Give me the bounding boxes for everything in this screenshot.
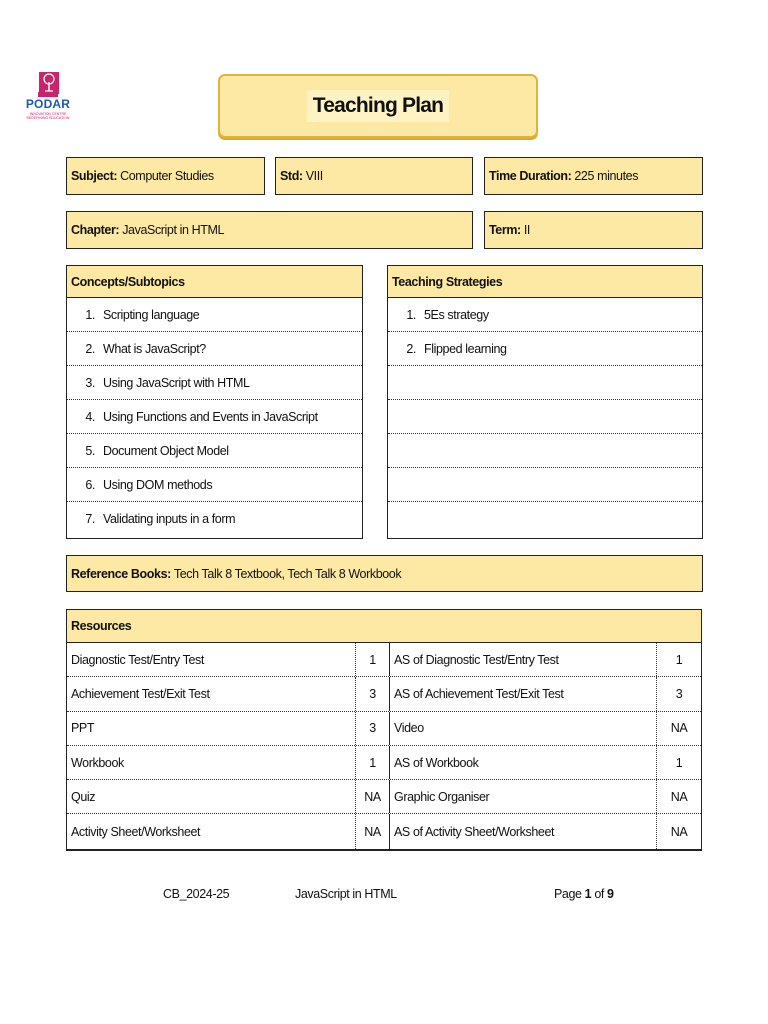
concept-text: Document Object Model — [103, 443, 229, 458]
resource-label: PPT — [71, 721, 95, 736]
resource-label: AS of Activity Sheet/Worksheet — [389, 814, 656, 848]
resource-label: AS of Achievement Test/Exit Test — [389, 677, 656, 710]
page-title: Teaching Plan — [307, 90, 449, 122]
resource-label: Graphic Organiser — [389, 780, 656, 813]
strategies-list — [388, 298, 702, 536]
tree-icon — [39, 72, 59, 94]
resources-table — [66, 609, 702, 851]
strategies-table — [387, 265, 703, 539]
strategy-text: 5Es strategy — [424, 307, 489, 322]
strategy-text: Flipped learning — [424, 341, 507, 356]
resource-count: NA — [656, 814, 701, 848]
concepts-list — [67, 298, 362, 536]
reference-books-field — [66, 555, 703, 592]
subject-value: Computer Studies — [120, 169, 214, 183]
resource-label: Activity Sheet/Worksheet — [71, 824, 201, 839]
resources-heading: Resources — [67, 610, 701, 643]
time-duration-label: Time Duration: — [489, 169, 572, 183]
footer-page-word: Page — [554, 887, 582, 901]
logo-subtitle — [26, 112, 70, 120]
concept-text: Using DOM methods — [103, 477, 213, 492]
concept-item — [67, 332, 362, 366]
resource-label: Diagnostic Test/Entry Test — [71, 652, 204, 667]
chapter-field — [66, 211, 473, 249]
resource-label: Video — [389, 712, 656, 745]
strategy-item — [388, 502, 702, 536]
chapter-label: Chapter: — [71, 223, 120, 237]
logo-tagline: REDEFINING EDUCATION — [26, 116, 70, 120]
footer-code: CB_2024-25 — [163, 887, 230, 901]
concept-num: 5. — [85, 443, 95, 458]
podar-logo — [24, 72, 72, 124]
concepts-heading: Concepts/Subtopics — [67, 266, 362, 298]
std-field — [275, 157, 473, 195]
concept-text: What is JavaScript? — [103, 341, 206, 356]
strategy-item — [388, 400, 702, 434]
strategies-heading: Teaching Strategies — [388, 266, 702, 298]
resource-label: AS of Workbook — [389, 746, 656, 779]
resource-label: AS of Diagnostic Test/Entry Test — [389, 643, 656, 676]
footer-page-number — [554, 887, 614, 901]
strategy-item — [388, 298, 702, 332]
reference-books-value: Tech Talk 8 Textbook, Tech Talk 8 Workbook — [173, 566, 402, 581]
table-row — [67, 746, 701, 780]
title-banner — [218, 74, 538, 138]
subject-field — [66, 157, 265, 195]
strategy-item — [388, 366, 702, 400]
concept-text: Using Functions and Events in JavaScript — [103, 409, 318, 424]
concept-item — [67, 502, 362, 536]
concept-num: 2. — [85, 341, 95, 356]
concept-item — [67, 468, 362, 502]
concept-num: 1. — [85, 307, 95, 322]
table-row — [67, 780, 701, 814]
strategy-item — [388, 332, 702, 366]
term-field — [484, 211, 703, 249]
resource-count: 1 — [656, 643, 701, 676]
time-duration-value: 225 minutes — [574, 169, 639, 183]
concept-num: 6. — [85, 477, 95, 492]
concept-item — [67, 434, 362, 468]
time-duration-field — [484, 157, 703, 195]
concept-item — [67, 366, 362, 400]
strategy-item — [388, 468, 702, 502]
resource-count: NA — [656, 712, 701, 745]
footer-of-word: of — [594, 887, 604, 901]
resource-count: NA — [355, 780, 389, 813]
strategy-num: 2. — [406, 341, 416, 356]
resource-count: NA — [656, 780, 701, 813]
concept-text: Scripting language — [103, 307, 200, 322]
subject-label: Subject: — [71, 169, 118, 183]
chapter-value: JavaScript in HTML — [122, 223, 225, 237]
footer-page-current: 1 — [584, 887, 592, 901]
resource-count: 3 — [355, 677, 389, 710]
term-value: II — [523, 223, 530, 237]
std-label: Std: — [280, 169, 303, 183]
resource-count: 1 — [656, 746, 701, 779]
concepts-table — [66, 265, 363, 539]
reference-books-label: Reference Books: — [71, 566, 171, 581]
strategy-item — [388, 434, 702, 468]
resource-label: Workbook — [71, 755, 124, 770]
logo-sub: INNOVATION CENTRE — [29, 112, 67, 116]
logo-name: PODAR — [25, 97, 71, 111]
footer-page-total: 9 — [607, 887, 614, 901]
resource-label: Achievement Test/Exit Test — [71, 686, 210, 701]
resource-count: 3 — [656, 677, 701, 710]
resource-count: 3 — [355, 712, 389, 745]
std-value: VIII — [305, 169, 323, 183]
concept-num: 4. — [85, 409, 95, 424]
footer-chapter: JavaScript in HTML — [295, 887, 397, 901]
resource-label: Quiz — [71, 789, 96, 804]
concept-num: 7. — [85, 512, 95, 526]
term-label: Term: — [489, 223, 521, 237]
concept-num: 3. — [85, 375, 95, 390]
resource-count: 1 — [355, 746, 389, 779]
resource-count: 1 — [355, 643, 389, 676]
table-row — [67, 814, 701, 848]
resource-count: NA — [355, 814, 389, 848]
table-row — [67, 677, 701, 711]
concept-item — [67, 298, 362, 332]
table-row — [67, 643, 701, 677]
concept-text: Using JavaScript with HTML — [103, 375, 250, 390]
table-row — [67, 712, 701, 746]
strategy-num: 1. — [406, 307, 416, 322]
concept-text: Validating inputs in a form — [103, 512, 236, 526]
concept-item — [67, 400, 362, 434]
